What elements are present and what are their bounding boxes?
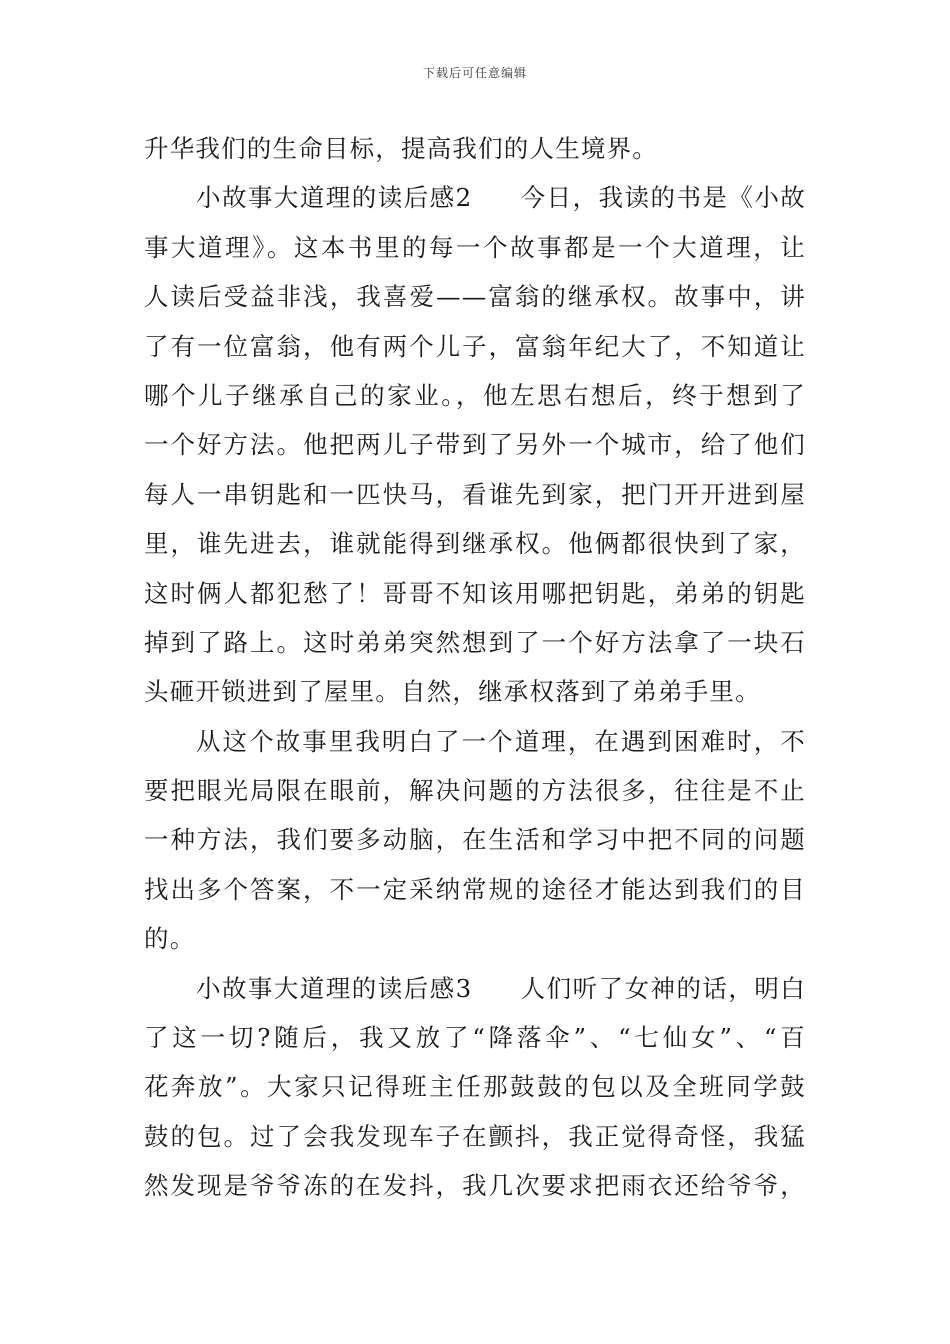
text-line: 哪个儿子继承自己的家业。，他左思右想后，终于想到了: [144, 380, 806, 410]
text-line: 一个好方法。他把两儿子带到了另外一个城市，给了他们: [144, 430, 806, 460]
section-heading-line: [144, 964, 806, 1013]
text-fragment: 今日，我读的书是《小故: [520, 183, 806, 213]
text-line: 的。: [144, 924, 196, 954]
text-line: 从这个故事里我明白了一个道理，在遇到困难时，不: [196, 726, 806, 756]
text-line: 这时俩人都犯愁了！哥哥不知该用哪把钥匙，弟弟的钥匙: [144, 578, 806, 608]
text-line: 一种方法，我们要多动脑，在生活和学习中把不同的问题: [144, 825, 806, 855]
section-heading: 小故事大道理的读后感3: [196, 973, 473, 1003]
text-line: 里，谁先进去，谁就能得到继承权。他俩都很快到了家，: [144, 529, 806, 559]
text-line: 了这一切?随后，我又放了“降落伞”、“七仙女”、“百: [144, 1023, 806, 1053]
text-line: 每人一串钥匙和一匹快马，看谁先到家，把门开开进到屋: [144, 479, 806, 509]
text-line: 了有一位富翁，他有两个儿子，富翁年纪大了，不知道让: [144, 331, 806, 361]
text-line: 鼓的包。过了会我发现车子在颤抖，我正觉得奇怪，我猛: [144, 1121, 806, 1151]
text-line: 掉到了路上。这时弟弟突然想到了一个好方法拿了一块石: [144, 627, 806, 657]
page-header: 下载后可任意编辑: [422, 66, 527, 80]
text-line: 然发现是爷爷冻的在发抖，我几次要求把雨衣还给爷爷，: [144, 1171, 806, 1201]
section-heading: 小故事大道理的读后感2: [196, 183, 473, 213]
text-line: 找出多个答案，不一定采纳常规的途径才能达到我们的目: [144, 874, 806, 904]
section-heading-line: [144, 173, 806, 222]
text-line: 头砸开锁进到了屋里。自然，继承权落到了弟弟手里。: [144, 677, 761, 707]
text-line: 要把眼光局限在眼前，解决问题的方法很多，往往是不止: [144, 776, 806, 806]
text-line: 花奔放”。大家只记得班主任那鼓鼓的包以及全班同学鼓: [144, 1072, 806, 1102]
text-line: 升华我们的生命目标，提高我们的人生境界。: [144, 134, 658, 163]
text-line: 人读后受益非浅，我喜爱——富翁的继承权。故事中，讲: [144, 282, 806, 312]
text-line: 事大道理》。这本书里的每一个故事都是一个大道理，让: [144, 232, 806, 262]
text-fragment: 人们听了女神的话，明白: [520, 973, 806, 1003]
document-body: [144, 124, 806, 1211]
